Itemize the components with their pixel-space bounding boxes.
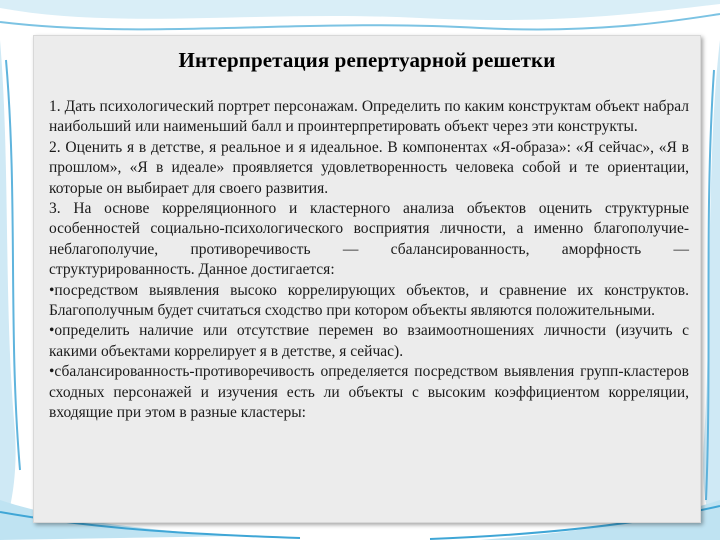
bullet-1: •посредством выявления высоко коррелирующих объектов, и сравнение их конструктов. Благополучным будет считаться сходство при котором объекты являются положительными. [49,281,689,320]
content-card [33,35,701,523]
bullet-2: •определить наличие или отсутствие перемен во взаимоотношениях личности (изучить с какими объектами коррелирует я в детстве, я сейчас). [49,322,689,360]
paragraph-2: 2. Оценить я в детстве, я реальное и я идеальное. В компонентах «Я-образа»: «Я сейчас», «Я в прошлом», «Я в идеале» проявляется удовлетворенность человека собой и те ориентации, которые он выбирает для своего развития. [49,138,689,197]
slide-body [49,97,689,424]
paragraph-1: 1. Дать психологический портрет персонажам. Определить по каким конструктам объект набрал наибольший или наименьший балл и проинтерпретировать объект через эти конструкты. [49,98,689,136]
bullet-3: •сбалансированность-противоречивость определяется посредством выявления групп-кластеров сходных персонажей и изучения есть ли объекты с высоким коэффициентом корреляции, входящие при этом в разные кластеры: [49,363,689,422]
slide-title: Интерпретация репертуарной решетки [178,48,556,72]
paragraph-3: 3. На основе корреляционного и кластерного анализа объектов оценить структурные особенностей социально-психологического восприятия личности, а именно благополучие-неблагополучие, противоречивость — сбалансированность, аморфность — структурированность. Данное достигается: [49,200,689,279]
